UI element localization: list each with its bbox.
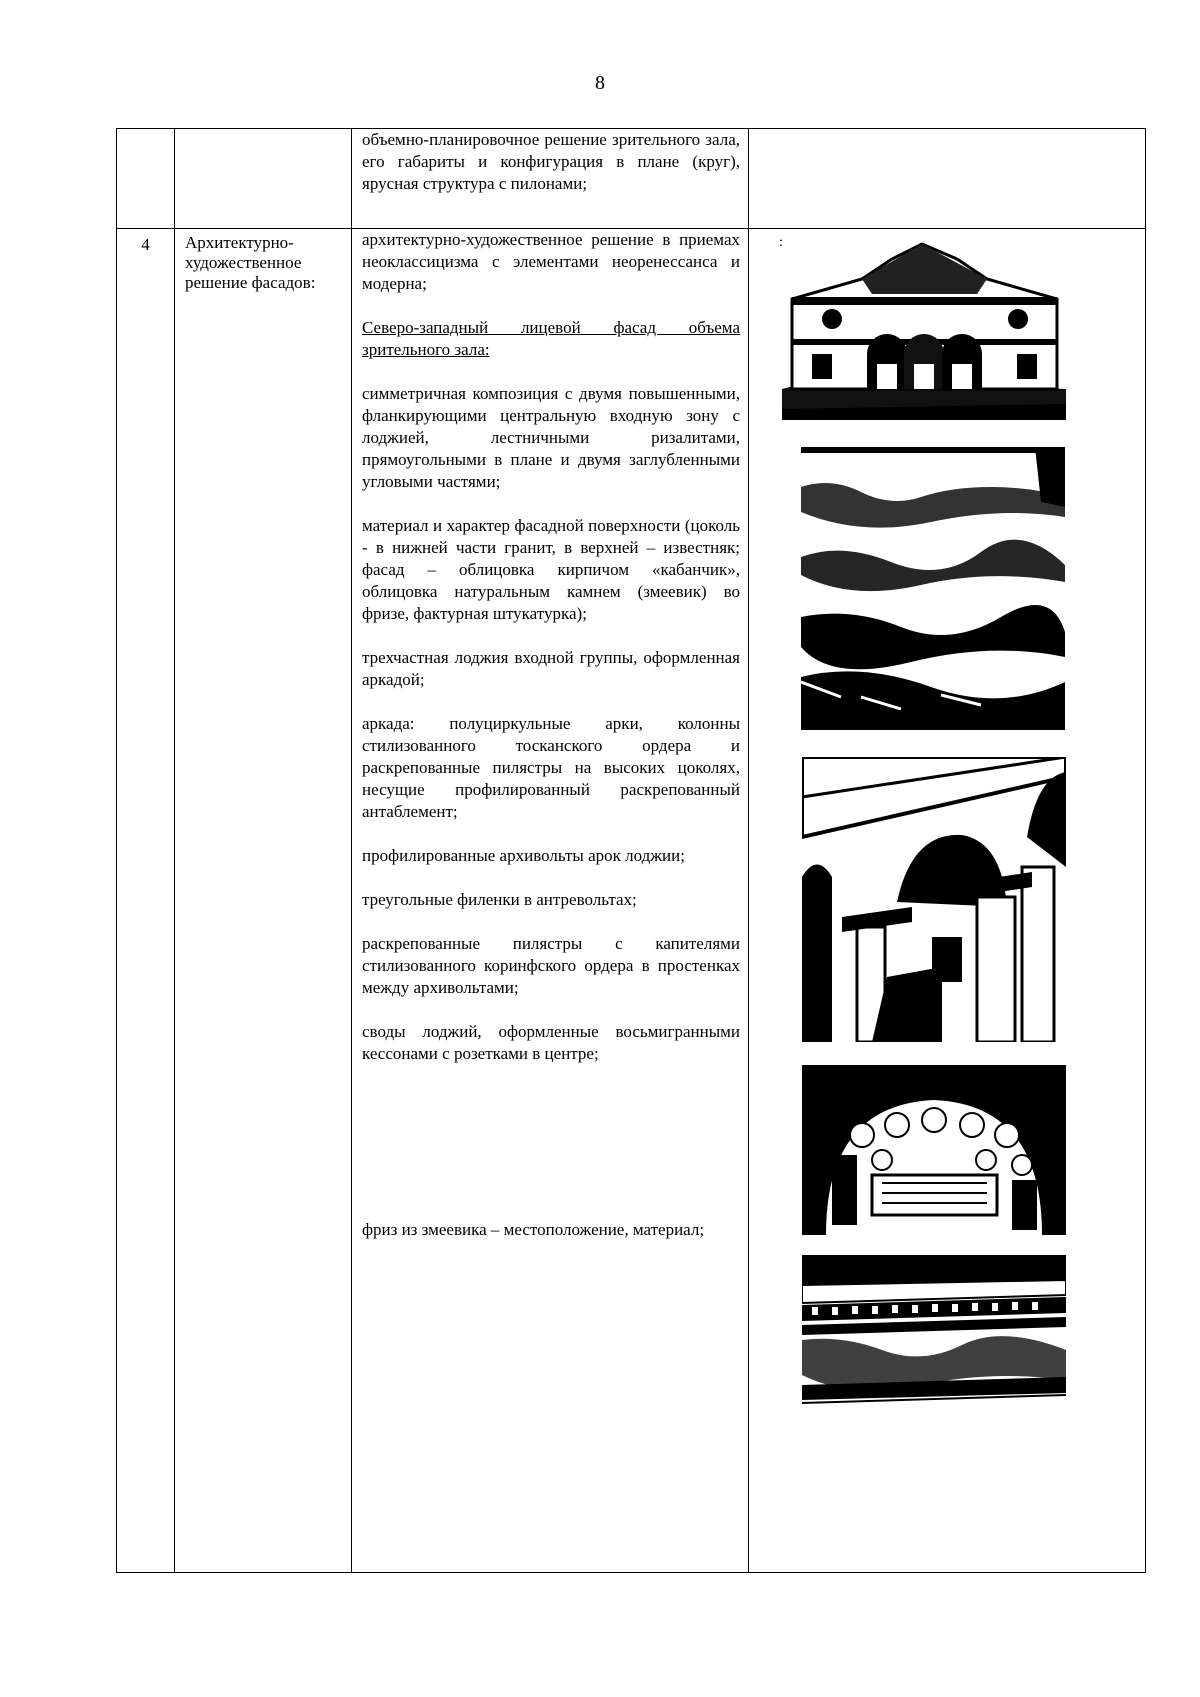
features-table [116,128,1146,1573]
description-paragraph: профилированные архивольты арок лоджии; [362,846,685,865]
description-paragraph: объемно-планировочное решение зрительного зала, его габариты и конфигурация в плане (круг), ярусная структура с пилонами; [362,130,740,193]
frieze-photo [802,1255,1066,1410]
facade-subheading: Северо-западный лицевой фасад объема зрительного зала: [362,318,740,359]
feature-name-cell: Архитектурно-художественное решение фасадов: [175,229,352,1573]
arcade-photo [802,757,1066,1042]
photo-marker: : [779,235,783,250]
description-paragraph: симметричная композиция с двумя повышенными, фланкирующими центральную входную зону с лоджией, лестничными ризалитами, прямоугольными в плане и двумя заглубленными угловыми частями; [362,384,740,491]
description-cell [352,229,749,1573]
feature-name-cell [175,129,352,229]
description-paragraph: фриз из змеевика – местоположение, материал; [362,1220,705,1239]
photo-cell [749,129,1146,229]
description-paragraph: материал и характер фасадной поверхности (цоколь - в нижней части гранит, в верхней – известняк; фасад – облицовка кирпичом «кабанчик», облицовка натуральным камнем (змеевик) во фризе, фактурная штукатурка); [362,516,740,623]
description-cell [352,129,749,229]
page-number: 8 [595,72,605,94]
table-row [117,129,1146,229]
photo-cell [749,229,1146,1573]
row-number-cell [117,129,175,229]
facade-photo [782,239,1066,420]
vault-coffers-photo [802,1065,1066,1235]
description-paragraph: аркада: полуциркульные арки, колонны стилизованного тосканского ордера и раскрепованные пилястры на высоких цоколях, несущие профилированный раскрепованный антаблемент; [362,714,740,821]
stone-surface-photo [801,447,1065,730]
description-paragraph: трехчастная лоджия входной группы, оформленная аркадой; [362,648,740,689]
description-paragraph: архитектурно-художественное решение в приемах неоклассицизма с элементами неоренессанса и модерна; [362,230,740,293]
row-number-cell: 4 [117,229,175,1573]
description-paragraph: своды лоджий, оформленные восьмигранными кессонами с розетками в центре; [362,1022,740,1063]
table-row [117,229,1146,1573]
description-paragraph: раскрепованные пилястры с капителями стилизованного коринфского ордера в простенках между архивольтами; [362,934,740,997]
description-paragraph: треугольные филенки в антревольтах; [362,890,637,909]
